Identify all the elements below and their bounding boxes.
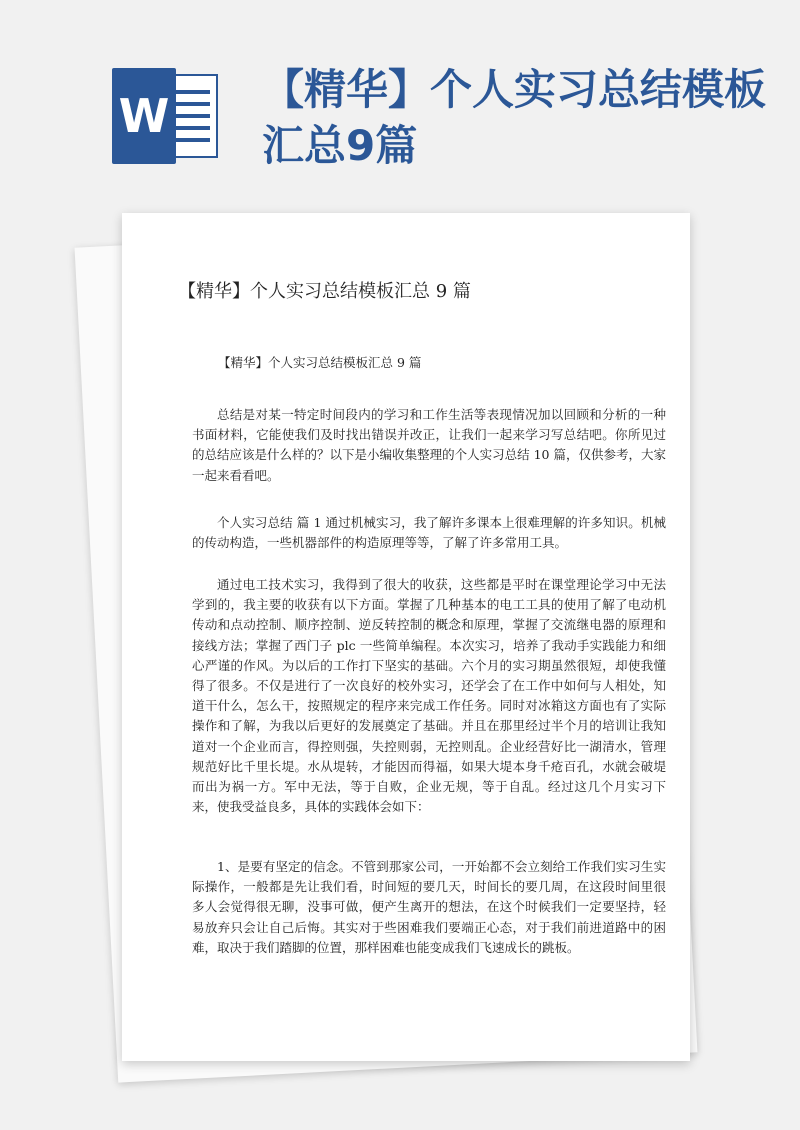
banner-header: [0, 0, 800, 200]
document-page: [122, 213, 690, 1061]
paragraph-3: 1、是要有坚定的信念。不管到那家公司，一开始都不会立刻给工作我们实习生实际操作，一般都是先让我们看，时间短的要几天，时间长的要几周，在这段时间里很多人会觉得很无聊，没事可做，便产生离开的想法，在这个时候我们一定要坚持，轻易放弃只会让自己后悔。其实对于些困难我们要端正心态，对于我们前进道路中的困难，取决于我们踏脚的位置，那样困难也能变成我们飞速成长的跳板。: [192, 859, 666, 955]
word-document-icon: [112, 68, 222, 164]
banner-title: 【精华】个人实习总结模板汇总9篇: [262, 65, 767, 170]
word-icon-letter: W: [112, 68, 176, 164]
document-subtitle: 【精华】个人实习总结模板汇总 9 篇: [218, 355, 422, 370]
paragraph-1: 个人实习总结 篇 1 通过机械实习，我了解许多课本上很难理解的许多知识。机械的传动构造，一些机器部件的构造原理等等，了解了许多常用工具。: [192, 515, 666, 551]
paragraph-2: 通过电工技术实习，我得到了很大的收获，这些都是平时在课堂理论学习中无法学到的，我主要的收获有以下方面。掌握了几种基本的电工工具的使用了解了电动机传动和点动控制、顺序控制、逆反转控制的概念和原理，掌握了交流继电器的原理和接线方法；掌握了西门子 plc 一些简单编程。本次实习，培养了我动手实践能力和细心严谨的作风。为以后的工作打下坚实的基础。六个月的实习期虽然很短，却使我懂得了很多。不仅是进行了一次良好的校外实习，还学会了在工作中如何与人相处，知道干什么，怎么干，按照规定的程序来完成工作任务。同时对冰箱这方面也有了实际操作和了解，为我以后更好的发展奠定了基础。并且在那里经过半个月的培训让我知道对一个企业而言，得控则强，失控则弱，无控则乱。企业经营好比一湖清水，管理规范好比千里长堤。水从堤转，才能因而得福，如果大堤本身千疮百孔，水就会破堤而出为祸一方。军中无法，等于自败，企业无规，等于自乱。经过这几个月实习下来，使我受益良多，具体的实践体会如下：: [192, 577, 666, 815]
paragraph-intro: 总结是对某一特定时间段内的学习和工作生活等表现情况加以回顾和分析的一种书面材料，它能使我们及时找出错误并改正，让我们一起来学习写总结吧。你所见过的总结应该是什么样的？以下是小编收集整理的个人实习总结 10 篇，仅供参考，大家一起来看看吧。: [192, 407, 666, 483]
document-title: 【精华】个人实习总结模板汇总 9 篇: [178, 281, 471, 302]
